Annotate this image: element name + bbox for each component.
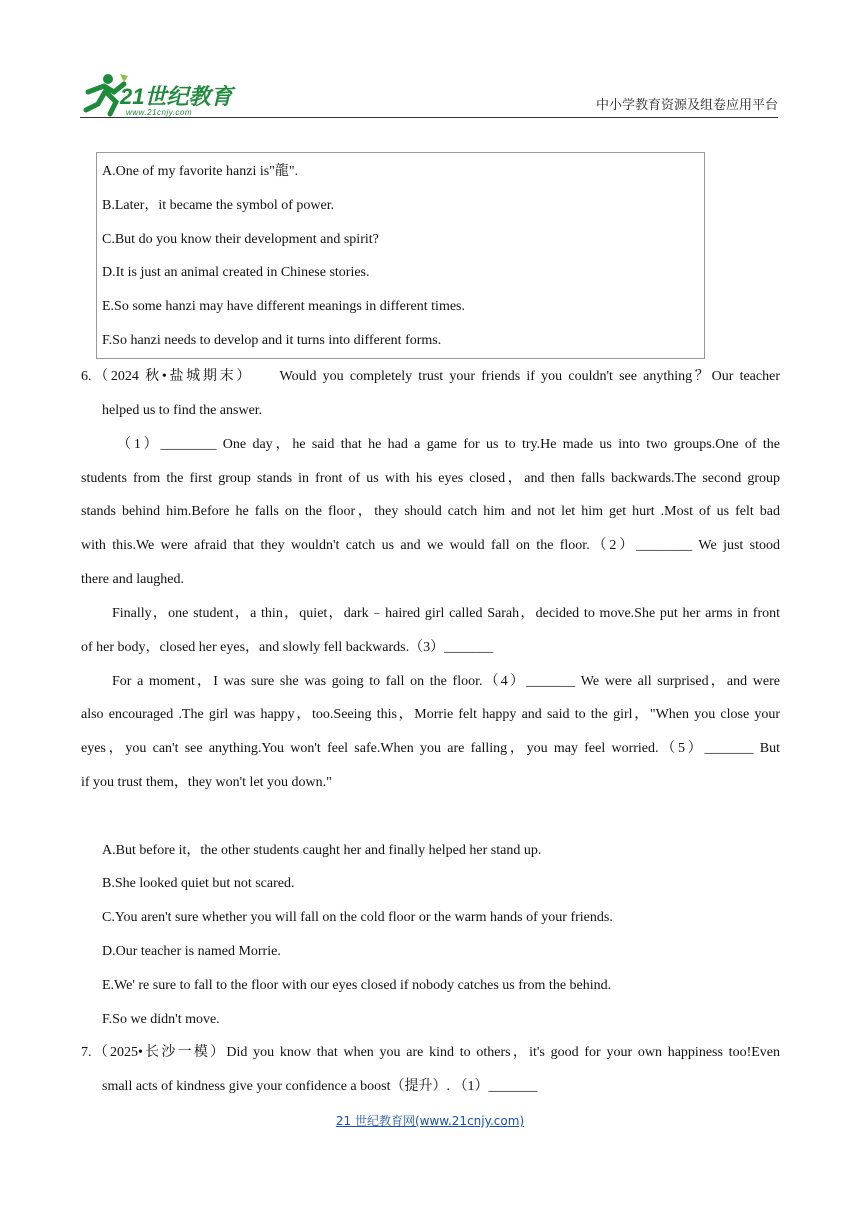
q7-stem-line-1: 7.（2025•长沙一模）Did you know that when you are kind to others，it's good for your own happiness too!Even — [81, 1045, 780, 1060]
q6-stem-line-1: 6.（2024 秋•盐城期末） Would you completely trust your friends if you couldn't see anything？Our teacher — [81, 369, 780, 384]
logo-text: 21世纪教育 — [120, 84, 233, 109]
page-header — [80, 64, 780, 118]
q7-stem-line-2: small acts of kindness give your confidence a boost（提升）. （1）_______ — [102, 1079, 538, 1094]
q6-option-d: D.Our teacher is named Morrie. — [102, 944, 281, 959]
platform-title: 中小学教育资源及组卷应用平台 — [595, 98, 778, 113]
logo — [80, 70, 250, 118]
footer-link[interactable]: 21 世纪教育网(www.21cnjy.com) — [335, 1114, 525, 1128]
q6-para3-line-2: also encouraged .The girl was happy，too.Seeing this，Morrie felt happy and said to the girl，"When you close your — [81, 707, 780, 722]
logo-url: www.21cnjy.com — [126, 108, 192, 117]
q6-option-b: B.She looked quiet but not scared. — [102, 876, 295, 891]
q6-para3-line-3: eyes，you can't see anything.You won't feel safe.When you are falling，you may feel worried.（5）_______ But — [81, 741, 780, 756]
q6-option-a: A.But before it，the other students caught her and finally helped her stand up. — [102, 843, 542, 858]
q6-option-f: F.So we didn't move. — [102, 1012, 220, 1027]
q6-para1-line-1: （1）________ One day，he said that he had a game for us to try.He made us into two groups.One of the — [117, 437, 780, 452]
q6-para1-line-2: students from the first group stands in front of us with his eyes closed，and then falls backwards.The second group — [81, 471, 780, 486]
q6-para1-line-3: stands behind him.Before he falls on the floor，they should catch him and not let him get hurt .Most of us felt bad — [81, 504, 780, 519]
q6-para3-line-4: if you trust them，they won't let you down." — [81, 775, 332, 790]
q6-para2-line-1: Finally，one student，a thin，quiet，dark﹣haired girl called Sarah，decided to move.She put her arms in front — [112, 606, 780, 621]
q5-option-f: F.So hanzi needs to develop and it turns into different forms. — [102, 333, 442, 348]
header-divider — [80, 117, 778, 118]
q6-stem-line-2: helped us to find the answer. — [102, 403, 263, 418]
q5-option-d: D.It is just an animal created in Chinese stories. — [102, 265, 370, 280]
q5-option-b: B.Later，it became the symbol of power. — [102, 198, 335, 213]
q6-option-c: C.You aren't sure whether you will fall on the cold floor or the warm hands of your friends. — [102, 910, 613, 925]
q6-para2-line-2: of her body，closed her eyes，and slowly fell backwards.（3）_______ — [81, 640, 494, 655]
q6-para1-line-5: there and laughed. — [81, 572, 185, 587]
q5-option-a: A.One of my favorite hanzi is"龍". — [102, 164, 299, 179]
q5-options-box — [96, 152, 705, 359]
q5-option-c: C.But do you know their development and spirit? — [102, 232, 379, 247]
q5-option-e: E.So some hanzi may have different meanings in different times. — [102, 299, 465, 314]
q6-para1-line-4: with this.We were afraid that they wouldn't catch us and we would fall on the floor.（2）________ We just stood — [81, 538, 780, 553]
q6-para3-line-1: For a moment，I was sure she was going to fall on the floor.（4）_______ We were all surprised，and were — [112, 674, 780, 689]
q6-option-e: E.We' re sure to fall to the floor with our eyes closed if nobody catches us from the behind. — [102, 978, 612, 993]
